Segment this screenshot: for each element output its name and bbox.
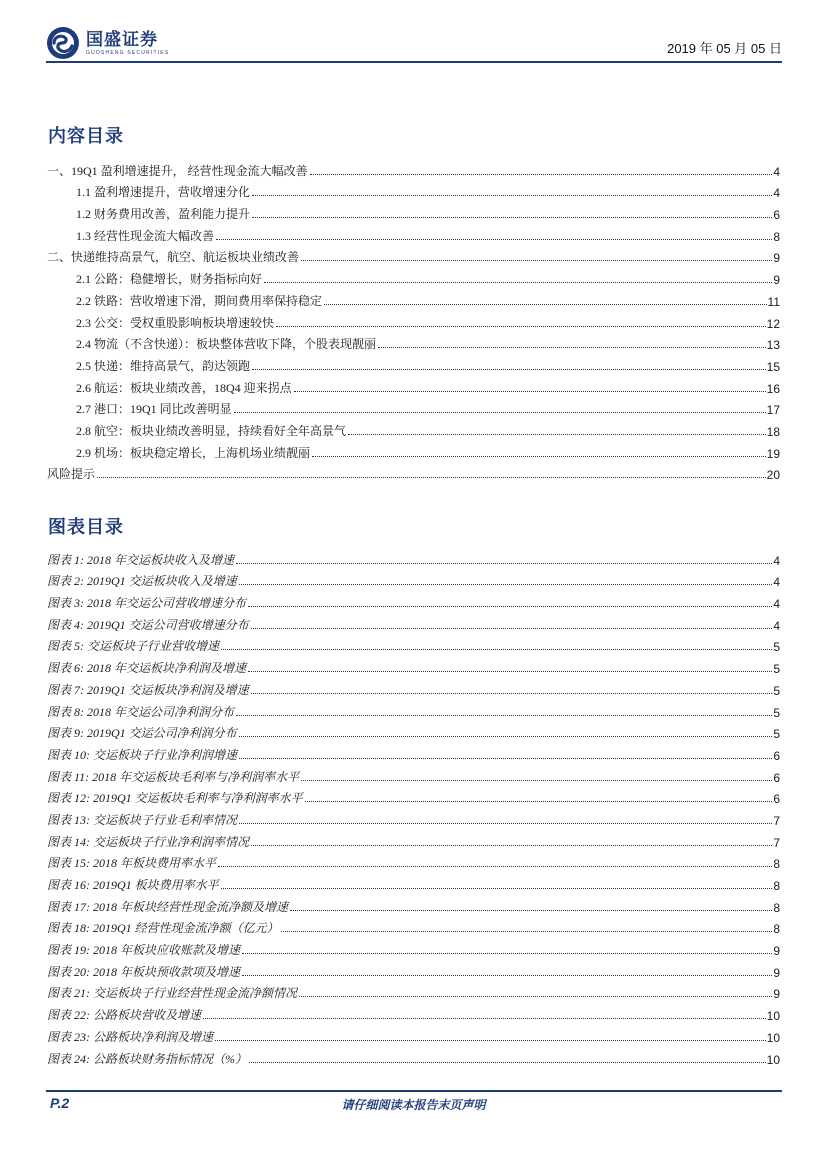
dot-leader: [252, 195, 772, 196]
entry-page-number: 10: [766, 1009, 780, 1024]
entry-page-number: 11: [767, 294, 780, 309]
entry-page-number: 4: [773, 618, 780, 633]
entry-page-number: 9: [773, 965, 780, 980]
toc-entry[interactable]: [47, 396, 780, 418]
entry-label: 图表 24: 公路板块财务指标情况（%）: [47, 1051, 247, 1066]
entry-page-number: 10: [766, 1030, 780, 1045]
footer-disclaimer: 请仔细阅读本报告末页声明: [341, 1098, 486, 1112]
entry-page-number: 8: [773, 857, 780, 872]
figure-entry[interactable]: [47, 980, 780, 1002]
entry-label: 风险提示: [47, 467, 96, 482]
toc-entry[interactable]: [47, 309, 780, 331]
toc-entry[interactable]: [47, 222, 780, 244]
dot-leader: [218, 866, 772, 867]
dot-leader: [324, 304, 767, 305]
entry-label: 图表 10: 交运板块子行业净利润增速: [47, 747, 237, 762]
entry-label: 图表 4: 2019Q1 交运公司营收增速分布: [47, 617, 249, 632]
entry-label: 图表 21: 交运板块子行业经营性现金流净额情况: [47, 986, 297, 1001]
entry-label: 图表 1: 2018 年交运板块收入及增速: [47, 552, 234, 567]
entry-page-number: 5: [773, 727, 780, 742]
entry-label: 图表 3: 2018 年交运公司营收增速分布: [47, 596, 246, 611]
entry-page-number: 20: [766, 468, 780, 483]
figure-entry[interactable]: [47, 633, 780, 655]
figures-list: [47, 546, 780, 1067]
dot-leader: [378, 347, 766, 348]
dot-leader: [252, 369, 766, 370]
entry-page-number: 9: [773, 944, 780, 959]
toc-entry[interactable]: [47, 287, 780, 309]
entry-label: 1.1 盈利增速提升，营收增速分化: [76, 185, 251, 200]
toc-entry[interactable]: [47, 200, 780, 222]
dot-leader: [221, 888, 773, 889]
dot-leader: [252, 217, 772, 218]
entry-page-number: 6: [773, 748, 780, 763]
dot-leader: [249, 1062, 766, 1063]
page-number: P.2: [50, 1095, 70, 1111]
toc-entry[interactable]: [47, 157, 780, 179]
figure-entry[interactable]: [47, 958, 780, 980]
toc-entry[interactable]: [47, 352, 780, 374]
dot-leader: [97, 477, 766, 478]
figures-title: 图表目录: [48, 517, 124, 538]
entry-page-number: 7: [773, 813, 780, 828]
entry-label: 图表 19: 2018 年板块应收账款及增速: [47, 943, 240, 958]
entry-label: 图表 7: 2019Q1 交运板块净利润及增速: [47, 682, 249, 697]
dot-leader: [216, 239, 772, 240]
entry-label: 图表 6: 2018 年交运板块净利润及增速: [47, 661, 246, 676]
dot-leader: [276, 326, 766, 327]
dot-leader: [251, 693, 773, 694]
entry-page-number: 7: [773, 835, 780, 850]
entry-label: 图表 13: 交运板块子行业毛利率情况: [47, 812, 237, 827]
entry-page-number: 17: [766, 403, 780, 418]
entry-page-number: 4: [773, 186, 780, 201]
entry-page-number: 16: [766, 381, 780, 396]
entry-label: 1.2 财务费用改善，盈利能力提升: [76, 207, 251, 222]
entry-page-number: 12: [766, 316, 780, 331]
figure-entry[interactable]: [47, 741, 780, 763]
company-logo: [46, 26, 169, 60]
entry-page-number: 9: [773, 251, 780, 266]
dot-leader: [221, 649, 772, 650]
entry-page-number: 5: [773, 683, 780, 698]
entry-label: 1.3 经营性现金流大幅改善: [76, 228, 215, 243]
dot-leader: [290, 910, 772, 911]
toc-entry[interactable]: [47, 331, 780, 353]
entry-page-number: 8: [773, 879, 780, 893]
entry-page-number: 4: [773, 164, 780, 179]
dot-leader: [239, 584, 773, 585]
entry-page-number: 9: [773, 987, 780, 1002]
figure-entry[interactable]: [47, 676, 780, 698]
footer-rule: [46, 1090, 782, 1092]
dot-leader: [242, 975, 772, 976]
entry-label: 图表 8: 2018 年交运公司净利润分布: [47, 704, 234, 719]
entry-label: 2.3 公交：受权重股影响板块增速较快: [76, 315, 275, 330]
figure-entry[interactable]: [47, 1001, 780, 1023]
entry-label: 2.9 机场：板块稳定增长，上海机场业绩靓丽: [76, 445, 311, 460]
entry-page-number: 19: [766, 446, 780, 461]
logo-chinese-name: 国盛证券: [86, 29, 158, 50]
dot-leader: [305, 801, 773, 802]
entry-label: 2.4 物流（不含快递）：板块整体营收下降，个股表现靓丽: [76, 337, 377, 352]
figure-entry[interactable]: [47, 828, 780, 850]
dot-leader: [251, 845, 772, 846]
figure-entry[interactable]: [47, 785, 780, 807]
dot-leader: [215, 1040, 766, 1041]
toc-entry[interactable]: [47, 417, 780, 439]
entry-label: 2.7 港口：19Q1 同比改善明显: [76, 402, 232, 417]
dot-leader: [294, 391, 766, 392]
entry-page-number: 15: [766, 359, 780, 374]
entry-label: 图表 2: 2019Q1 交运板块收入及增速: [47, 574, 237, 589]
entry-label: 2.5 快递：维持高景气，韵达领跑: [76, 358, 251, 373]
entry-label: 2.1 公路：稳健增长，财务指标向好: [76, 272, 263, 287]
entry-page-number: 5: [773, 662, 780, 677]
dot-leader: [239, 823, 772, 824]
dot-leader: [234, 412, 766, 413]
figure-entry[interactable]: [47, 871, 780, 893]
entry-page-number: 4: [773, 575, 780, 590]
entry-page-number: 5: [773, 705, 780, 720]
entry-page-number: 8: [773, 922, 780, 937]
toc-entry[interactable]: [47, 374, 780, 396]
entry-label: 图表 12: 2019Q1 交运板块毛利率与净利润率水平: [47, 791, 303, 806]
toc-entry[interactable]: [47, 461, 780, 483]
figure-entry[interactable]: [47, 936, 780, 958]
entry-page-number: 10: [766, 1052, 780, 1067]
entry-label: 2.8 航空：板块业绩改善明显，持续看好全年高景气: [76, 423, 347, 438]
dot-leader: [242, 953, 772, 954]
dot-leader: [248, 671, 772, 672]
dot-leader: [281, 931, 773, 932]
dot-leader: [301, 780, 772, 781]
entry-label: 图表 22: 公路板块营收及增速: [47, 1008, 201, 1023]
toc-entry[interactable]: [47, 439, 780, 461]
report-date: 2019 年 05 月 05 日: [667, 41, 782, 56]
dot-leader: [248, 606, 772, 607]
entry-label: 图表 23: 公路板块净利润及增速: [47, 1029, 213, 1044]
page-header: [46, 24, 782, 62]
figure-entry[interactable]: [47, 1045, 780, 1067]
entry-page-number: 13: [766, 338, 780, 353]
dot-leader: [264, 282, 772, 283]
entry-page-number: 8: [773, 900, 780, 915]
figure-entry[interactable]: [47, 611, 780, 633]
entry-label: 图表 14: 交运板块子行业净利润率情况: [47, 834, 249, 849]
entry-label: 图表 20: 2018 年板块预收款项及增速: [47, 964, 240, 979]
figure-entry[interactable]: [47, 850, 780, 872]
entry-page-number: 4: [773, 597, 780, 612]
dot-leader: [203, 1018, 766, 1019]
dot-leader: [348, 434, 766, 435]
contents-title: 内容目录: [48, 126, 124, 147]
figure-entry[interactable]: [47, 1023, 780, 1045]
toc-entry[interactable]: [47, 265, 780, 287]
figure-entry[interactable]: [47, 589, 780, 611]
entry-page-number: 8: [773, 229, 780, 244]
dot-leader: [301, 260, 772, 261]
entry-page-number: 18: [766, 424, 780, 439]
figure-entry[interactable]: [47, 546, 780, 568]
logo-english-name: GUOSHENG SECURITIES: [86, 49, 170, 56]
toc-entry[interactable]: [47, 179, 780, 201]
figure-entry[interactable]: [47, 915, 780, 937]
dot-leader: [312, 456, 766, 457]
figure-entry[interactable]: [47, 763, 780, 785]
entry-label: 二、快递维持高景气，航空、航运板块业绩改善: [47, 250, 300, 265]
dot-leader: [236, 715, 772, 716]
entry-label: 2.6 航运：板块业绩改善，18Q4 迎来拐点: [76, 380, 292, 395]
entry-label: 图表 16: 2019Q1 板块费用率水平: [47, 878, 219, 892]
entry-label: 图表 9: 2019Q1 交运公司净利润分布: [47, 726, 237, 741]
entry-page-number: 6: [773, 208, 780, 223]
entry-page-number: 4: [773, 553, 780, 568]
entry-page-number: 5: [773, 640, 780, 655]
entry-label: 图表 15: 2018 年板块费用率水平: [47, 856, 216, 871]
figure-entry[interactable]: [47, 698, 780, 720]
entry-label: 图表 11: 2018 年交运板块毛利率与净利润率水平: [47, 769, 300, 784]
entry-page-number: 6: [773, 792, 780, 807]
dot-leader: [239, 758, 772, 759]
entry-page-number: 6: [773, 770, 780, 785]
dot-leader: [310, 174, 773, 175]
figure-entry[interactable]: [47, 893, 780, 915]
dot-leader: [239, 736, 773, 737]
dot-leader: [251, 628, 773, 629]
entry-label: 2.2 铁路：营收增速下滑，期间费用率保持稳定: [76, 293, 323, 308]
dot-leader: [299, 996, 772, 997]
logo-emblem-icon: [46, 26, 80, 60]
entry-label: 图表 18: 2019Q1 经营性现金流净额（亿元）: [47, 921, 279, 936]
figure-entry[interactable]: [47, 806, 780, 828]
header-rule: [46, 61, 782, 63]
entry-label: 图表 17: 2018 年板块经营性现金流净额及增速: [47, 899, 288, 914]
figure-entry[interactable]: [47, 720, 780, 742]
dot-leader: [236, 563, 772, 564]
entry-label: 图表 5: 交运板块子行业营收增速: [47, 639, 219, 654]
figure-entry[interactable]: [47, 568, 780, 590]
contents-list: [47, 157, 780, 482]
entry-label: 一、19Q1 盈利增速提升， 经营性现金流大幅改善: [47, 163, 308, 178]
figure-entry[interactable]: [47, 654, 780, 676]
toc-entry[interactable]: [47, 244, 780, 266]
entry-page-number: 9: [773, 273, 780, 288]
